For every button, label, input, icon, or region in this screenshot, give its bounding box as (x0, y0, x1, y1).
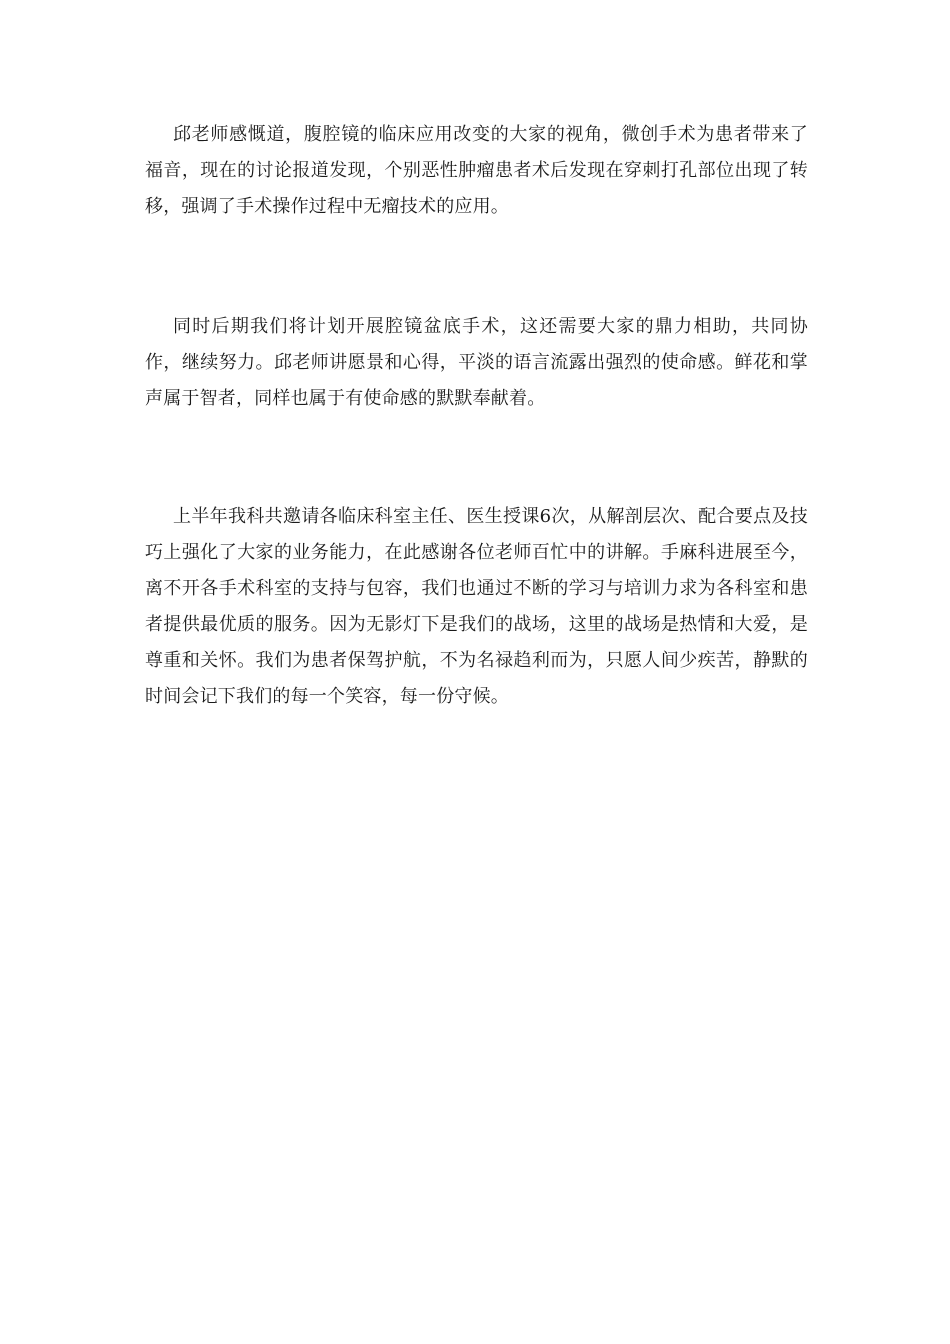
paragraph-1: 邱老师感慨道，腹腔镜的临床应用改变的大家的视角，微创手术为患者带来了福音，现在的讨论报道发现，个别恶性肿瘤患者术后发现在穿刺打孔部位出现了转移，强调了手术操作过程中无瘤技术的应用。 (145, 124, 808, 217)
document-body (145, 117, 808, 715)
paragraph-3: 上半年我科共邀请各临床科室主任、医生授课6次，从解剖层次、配合要点及技巧上强化了大家的业务能力，在此感谢各位老师百忙中的讲解。手麻科进展至今，离不开各手术科室的支持与包容，我们也通过不断的学习与培训力求为各科室和患者提供最优质的服务。因为无影灯下是我们的战场，这里的战场是热情和大爱，是尊重和关怀。我们为患者保驾护航，不为名禄趋利而为，只愿人间少疾苦，静默的时间会记下我们的每一个笑容，每一份守候。 (145, 506, 808, 707)
paragraph-2: 同时后期我们将计划开展腔镜盆底手术，这还需要大家的鼎力相助，共同协作，继续努力。邱老师讲愿景和心得，平淡的语言流露出强烈的使命感。鲜花和掌声属于智者，同样也属于有使命感的默默奉献着。 (145, 316, 808, 409)
